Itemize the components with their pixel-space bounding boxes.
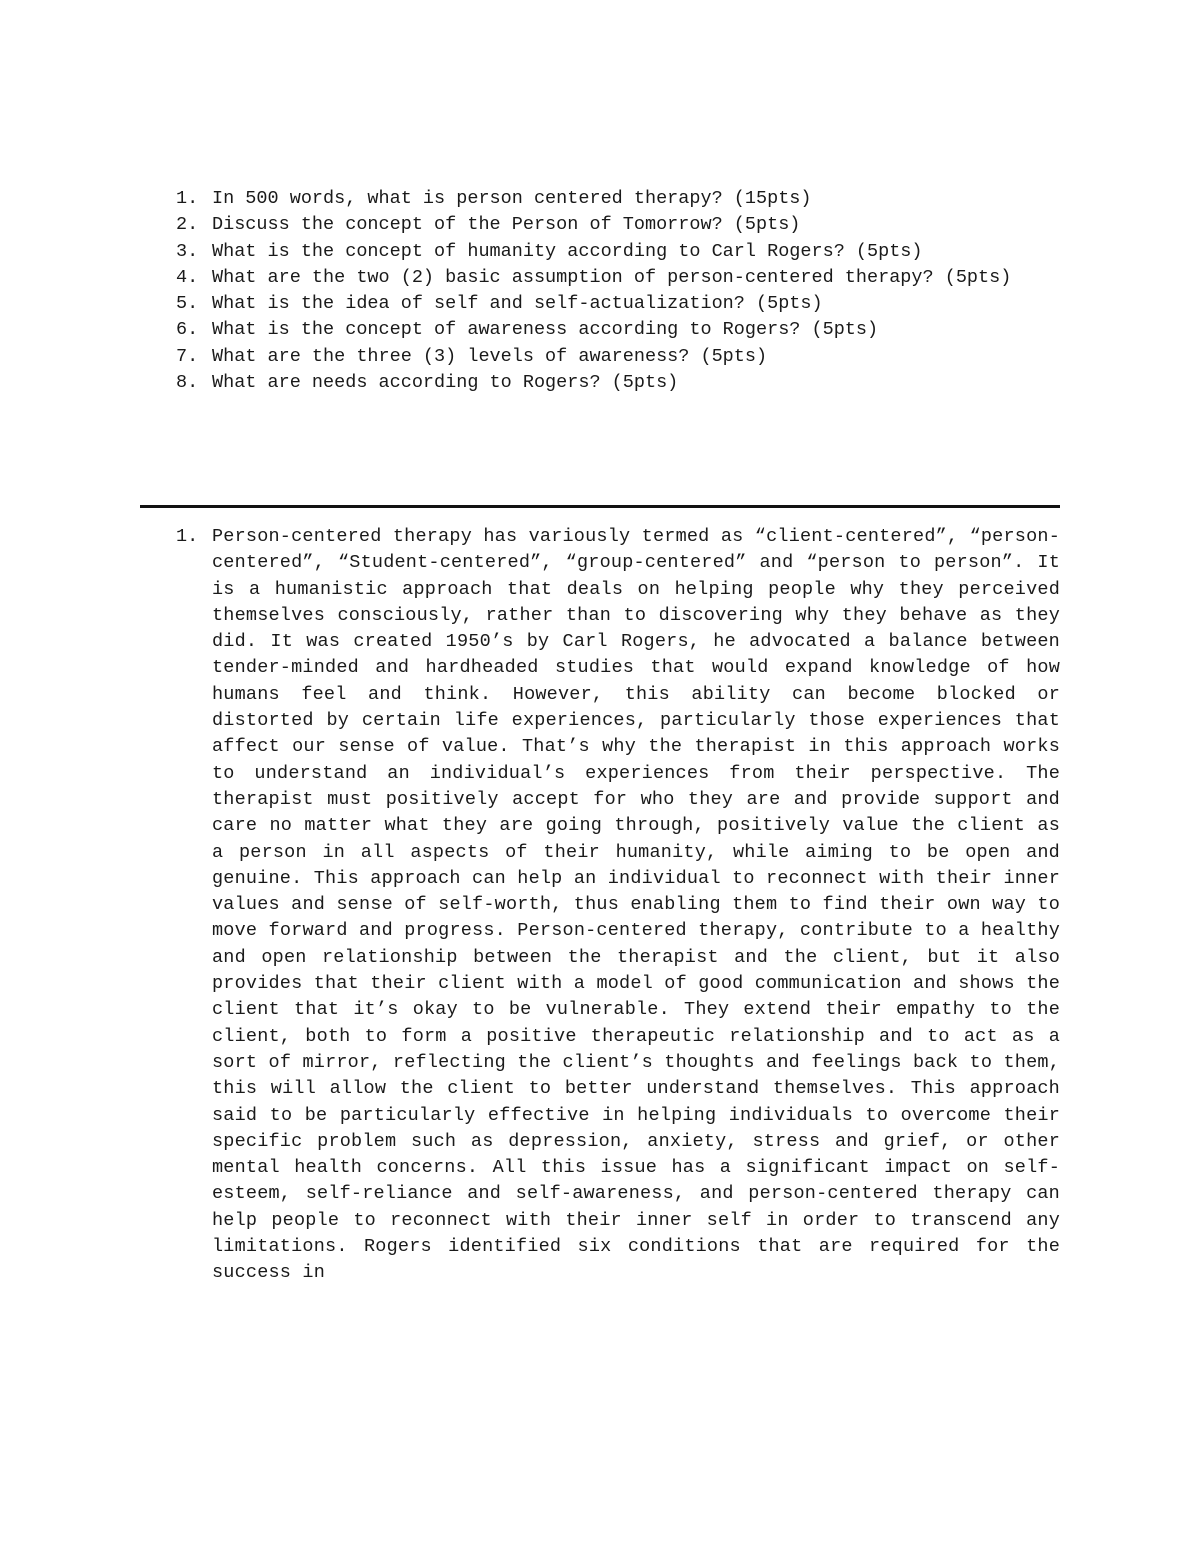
question-number: 8. bbox=[176, 372, 199, 394]
question-number: 1. bbox=[176, 188, 199, 209]
answer-item bbox=[140, 524, 1060, 1287]
question-text: What are the two (2) basic assumption of person-centered therapy? (5pts) bbox=[212, 266, 1012, 288]
answer-text: Person-centered therapy has variously termed as “client-centered”, “person-centered”, “Student-centered”, “group-centered” and “person to person”. It is a humanistic approach that deals on helping people why they perceived themselves consciously, rather than to discovering why they behave as they did. It was created 1950’s by Carl Rogers, he advocated a balance between tender-minded and hardheaded studies that would expand knowledge of how humans feel and think. However, this ability can become blocked or distorted by certain life experiences, particularly those experiences that affect our sense of value. That’s why the therapist in this approach works to understand an individual’s experiences from their perspective. The therapist must positively accept for who they are and provide support and care no matter what they are going through, positively value the client as a person in all aspects of their humanity, while aiming to be open and genuine. This approach can help an individual to reconnect with their inner values and sense of self-worth, thus enabling them to find their own way to move forward and progress. Person-centered therapy, contribute to a healthy and open relationship between the therapist and the client, but it also provides that their client with a model of good communication and shows the client that it’s okay to be vulnerable. They extend their empathy to the client, both to form a positive therapeutic relationship and to act as a sort of mirror, reflecting the client’s thoughts and feelings back to them, this will allow the client to better understand themselves. This approach said to be particularly effective in helping individuals to overcome their specific problem such as depression, anxiety, stress and grief, or other mental health concerns. All this issue has a significant impact on self-esteem, self-reliance and self-awareness, and person-centered therapy can help people to reconnect with their inner self in order to transcend any limitations. Rogers identified six conditions that are required for the success in bbox=[212, 526, 1060, 1284]
answer-list bbox=[140, 524, 1060, 1287]
question-text: What is the concept of awareness according to Rogers? (5pts) bbox=[212, 319, 879, 341]
question-number: 5. bbox=[176, 293, 199, 315]
question-text: What is the concept of humanity according to Carl Rogers? (5pts) bbox=[212, 240, 923, 262]
question-item bbox=[140, 344, 1060, 370]
question-text: What are the three (3) levels of awareness? (5pts) bbox=[212, 345, 768, 367]
horizontal-divider bbox=[140, 505, 1060, 508]
question-text: What are needs according to Rogers? (5pts) bbox=[212, 372, 679, 394]
question-number: 3. bbox=[176, 240, 199, 262]
question-item bbox=[140, 186, 1060, 212]
question-item bbox=[140, 265, 1060, 291]
question-text: Discuss the concept of the Person of Tomorrow? (5pts) bbox=[212, 214, 801, 236]
answer-number: 1. bbox=[176, 526, 199, 547]
question-text: What is the idea of self and self-actualization? (5pts) bbox=[212, 293, 823, 315]
question-item bbox=[140, 317, 1060, 343]
question-number: 4. bbox=[176, 266, 199, 288]
question-number: 7. bbox=[176, 345, 199, 367]
question-text: In 500 words, what is person centered therapy? (15pts) bbox=[212, 188, 812, 209]
question-item bbox=[140, 370, 1060, 396]
question-item bbox=[140, 212, 1060, 238]
question-item bbox=[140, 291, 1060, 317]
question-number: 6. bbox=[176, 319, 199, 341]
question-list bbox=[140, 186, 1060, 396]
question-number: 2. bbox=[176, 214, 199, 236]
question-item bbox=[140, 239, 1060, 265]
